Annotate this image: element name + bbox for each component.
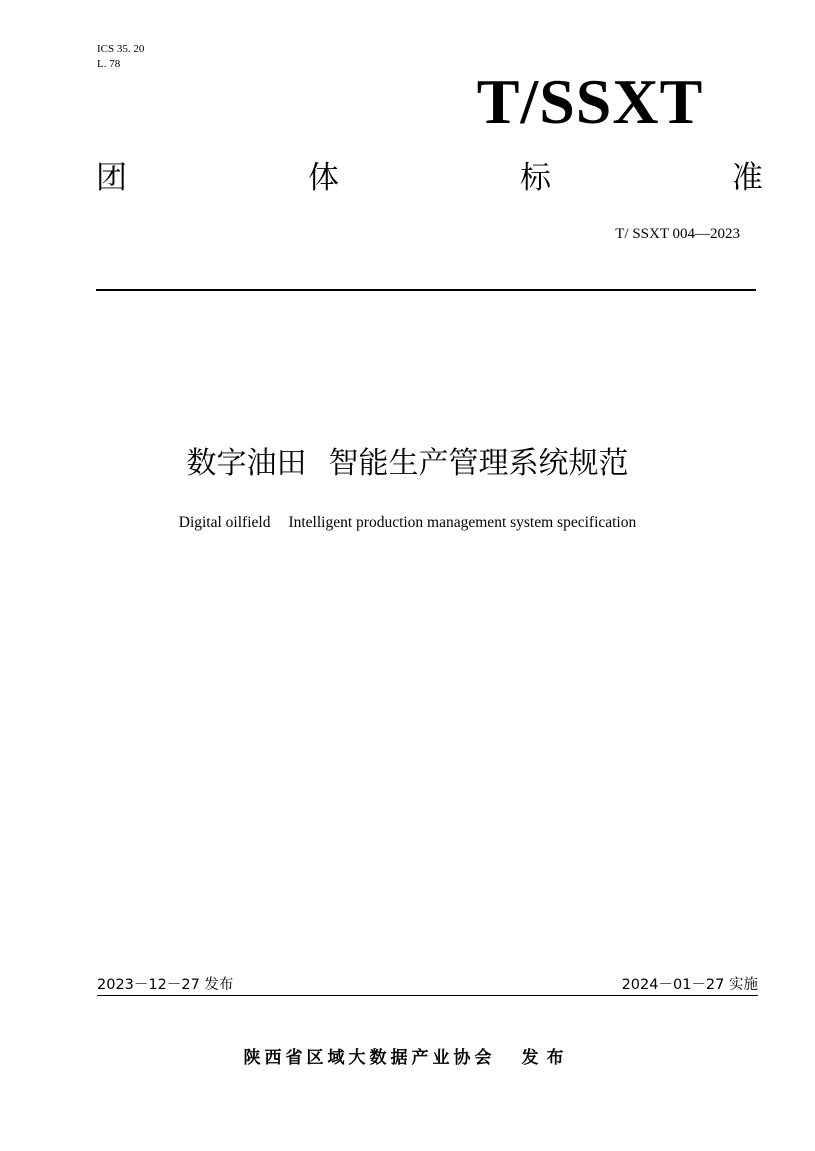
- date-row: [97, 975, 758, 997]
- header-divider: [96, 289, 756, 291]
- standard-type-char: 团: [96, 160, 127, 196]
- title-chinese: [0, 442, 815, 486]
- standard-type-char: 准: [732, 160, 763, 196]
- implement-date: 2024－01－27 实施: [621, 977, 758, 993]
- standard-number: T/ SSXT 004—2023: [615, 226, 740, 242]
- title-english-part2: Intelligent production management system specification: [288, 514, 637, 531]
- footer-divider: [97, 995, 758, 996]
- classification-codes: [97, 42, 144, 72]
- publish-date: 2023－12－27 发布: [97, 977, 234, 993]
- issuer-organization: 陕西省区域大数据产业协会: [243, 1048, 496, 1068]
- standard-type: [96, 158, 763, 198]
- title-chinese-part2: 智能生产管理系统规范: [328, 446, 629, 481]
- ccs-code: L. 78: [97, 58, 121, 70]
- issuer-action: 发布: [521, 1048, 572, 1068]
- standard-type-char: 标: [520, 160, 551, 196]
- organization-code: T/SSXT: [476, 66, 704, 137]
- issuer-line: [0, 1046, 815, 1070]
- title-english-part1: Digital oilfield: [178, 514, 271, 531]
- title-chinese-part1: 数字油田: [186, 446, 307, 481]
- ics-code: ICS 35. 20: [97, 43, 145, 55]
- standard-type-char: 体: [308, 160, 339, 196]
- title-english: [0, 513, 815, 533]
